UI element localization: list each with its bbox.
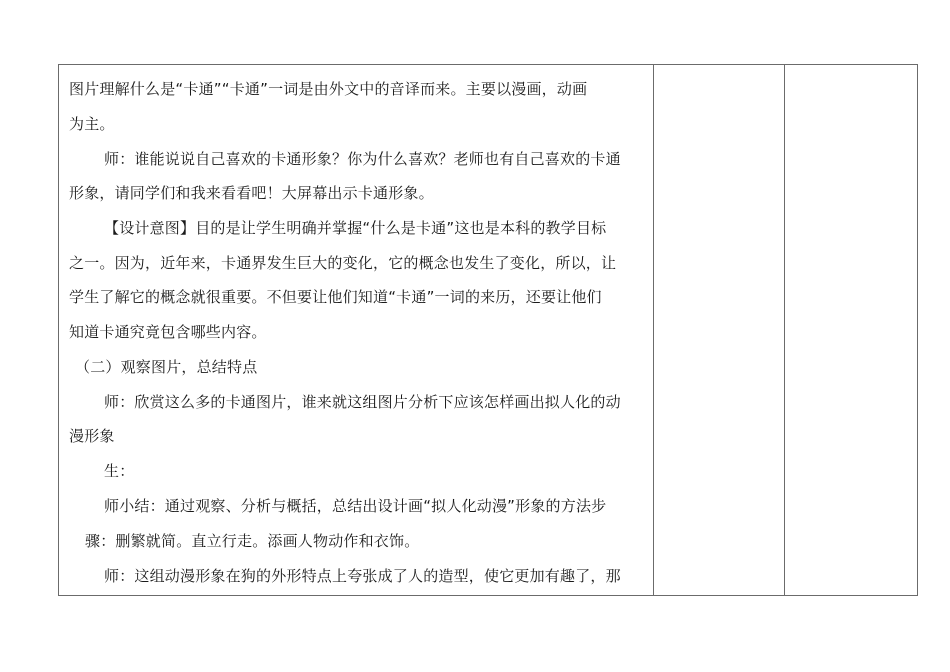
content-column <box>59 65 654 595</box>
text-line: 师小结：通过观察、分析与概括，总结出设计画“拟人化动漫”形象的方法步 <box>104 497 607 515</box>
text-line: 生： <box>104 462 135 480</box>
text-line: 知道卡通究竟包含哪些内容。 <box>69 323 267 341</box>
text-line: 师：谁能说说自己喜欢的卡通形象？你为什么喜欢？老师也有自己喜欢的卡通 <box>104 150 621 168</box>
text-line: 之一。因为，近年来，卡通界发生巨大的变化，它的概念也发生了变化，所以，让 <box>69 254 617 272</box>
text-line: 为主。 <box>69 115 115 133</box>
section-heading: （二）观察图片，总结特点 <box>75 358 258 376</box>
lesson-plan-table <box>58 64 918 596</box>
text-line: 漫形象 <box>69 427 115 445</box>
middle-column <box>654 65 785 595</box>
content-text <box>59 65 654 597</box>
text-line: 师：欣赏这么多的卡通图片，谁来就这组图片分析下应该怎样画出拟人化的动 <box>104 393 621 411</box>
text-line: 图片理解什么是“卡通”“卡通”一词是由外文中的音译而来。主要以漫画，动画 <box>69 80 588 98</box>
text-line: 【设计意图】目的是让学生明确并掌握“什么是卡通”这也是本科的教学目标 <box>104 219 607 237</box>
text-line: 骤：删繁就简。直立行走。添画人物动作和衣饰。 <box>85 532 420 550</box>
text-line: 师：这组动漫形象在狗的外形特点上夸张成了人的造型，使它更加有趣了，那 <box>104 567 621 585</box>
text-line: 学生了解它的概念就很重要。不但要让他们知道“卡通”一词的来历，还要让他们 <box>69 288 602 306</box>
text-line: 形象，请同学们和我来看看吧！大屏幕出示卡通形象。 <box>69 184 434 202</box>
right-column <box>785 65 917 595</box>
